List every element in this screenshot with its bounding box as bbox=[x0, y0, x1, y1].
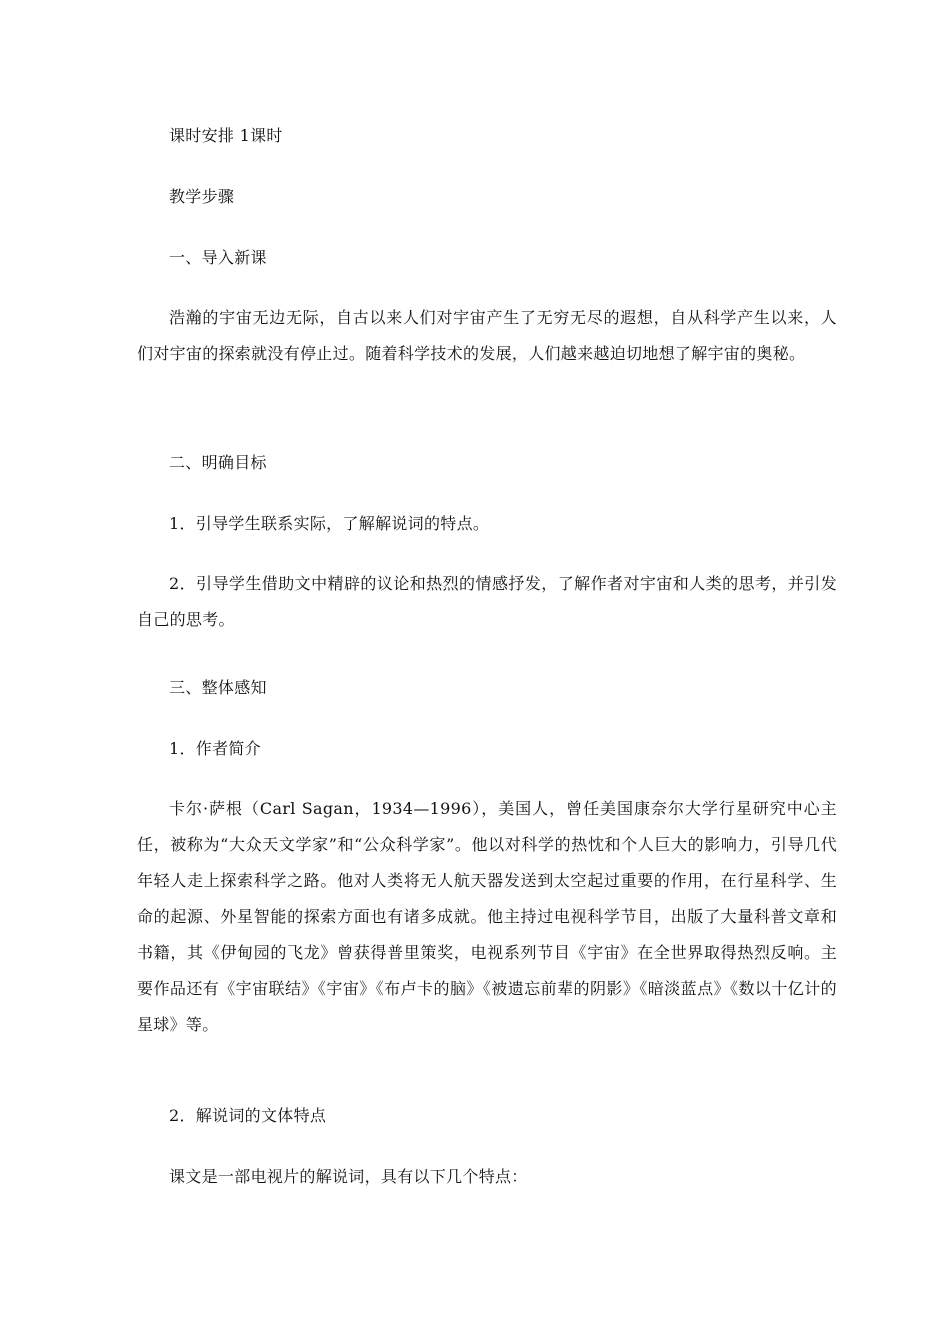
author-paragraph: 卡尔·萨根（Carl Sagan，1934—1996），美国人，曾任美国康奈尔大学行星研究中心主任，被称为“大众天文学家”和“公众科学家”。他以对科学的热忱和个人巨大的影响力，引导几代年轻人走上探索科学之路。他对人类将无人航天器发送到太空起过重要的作用，在行星科学、生命的起源、外星智能的探索方面也有诸多成就。他主持过电视科学节目，出版了大量科普文章和书籍，其《伊甸园的飞龙》曾获得普里策奖，电视系列节目《宇宙》在全世界取得热烈反响。主要作品还有《宇宙联结》《宇宙》《布卢卡的脑》《被遗忘前辈的阴影》《暗淡蓝点》《数以十亿计的星球》等。 bbox=[137, 799, 837, 1034]
section-overview-heading: 三、整体感知 bbox=[169, 678, 267, 697]
section-goals-heading: 二、明确目标 bbox=[169, 453, 267, 472]
genre-features-heading: 2．解说词的文体特点 bbox=[169, 1106, 327, 1125]
teaching-steps-heading: 教学步骤 bbox=[169, 187, 235, 206]
goal-item-1: 1．引导学生联系实际，了解解说词的特点。 bbox=[169, 514, 490, 533]
goal-item-2: 2．引导学生借助文中精辟的议论和热烈的情感抒发，了解作者对宇宙和人类的思考，并引发自己的思考。 bbox=[137, 574, 837, 629]
class-schedule: 课时安排 1课时 bbox=[169, 126, 283, 145]
features-intro: 课文是一部电视片的解说词，具有以下几个特点： bbox=[169, 1167, 528, 1186]
intro-paragraph: 浩瀚的宇宙无边无际，自古以来人们对宇宙产生了无穷无尽的遐想，自从科学产生以来，人们对宇宙的探索就没有停止过。随着科学技术的发展，人们越来越迫切地想了解宇宙的奥秘。 bbox=[137, 308, 837, 363]
author-intro-heading: 1．作者简介 bbox=[169, 739, 261, 758]
section-intro-heading: 一、导入新课 bbox=[169, 248, 267, 267]
